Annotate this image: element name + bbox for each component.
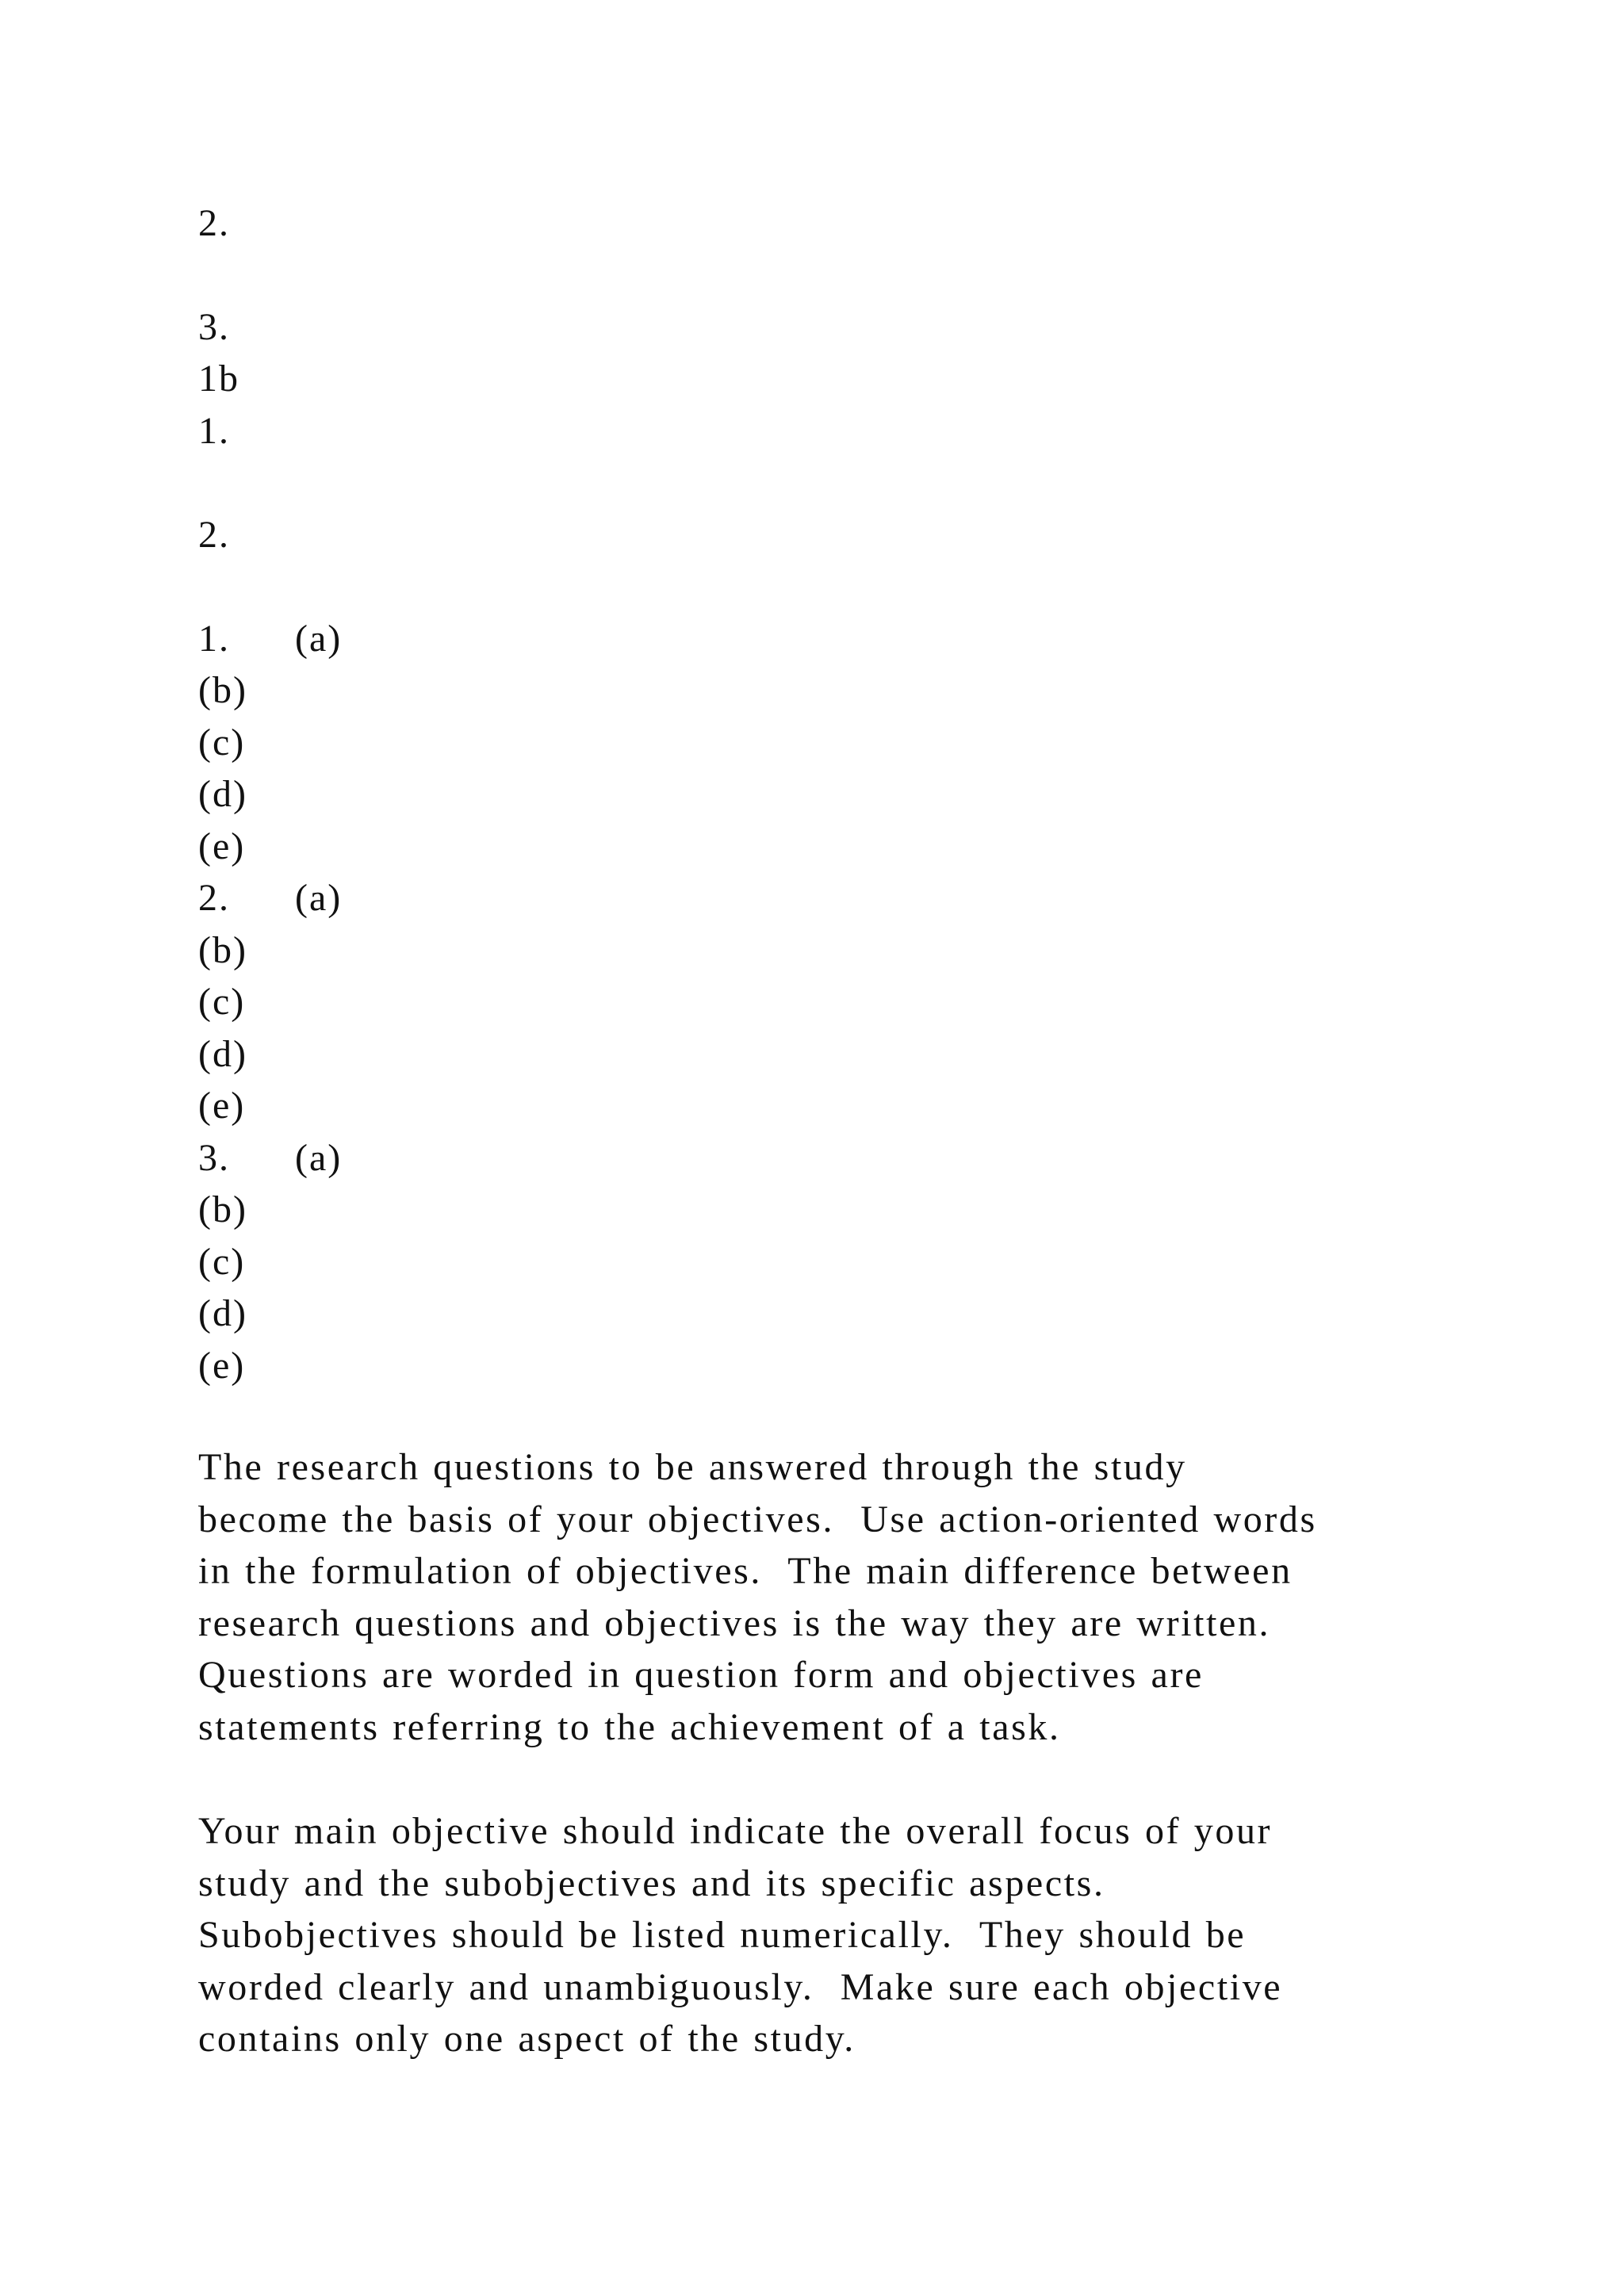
list-item: (b) (198, 669, 247, 711)
list-item: (b) (198, 929, 247, 971)
list-item: 2. (198, 202, 230, 244)
list-item: 1b (198, 358, 239, 400)
list-item: (d) (198, 1033, 247, 1075)
paragraph-line: The research questions to be answered through the study (198, 1446, 1187, 1488)
list-item: (b) (198, 1188, 247, 1230)
paragraph-line: in the formulation of objectives. The main difference between (198, 1550, 1293, 1592)
list-item: (e) (198, 825, 246, 867)
paragraph-research-questions (198, 1441, 1467, 1753)
list-item: (d) (198, 773, 247, 815)
list-item-number: 1. (198, 618, 230, 660)
list-item: (c) (198, 1241, 246, 1283)
paragraph-line: research questions and objectives is the way they are written. (198, 1601, 1271, 1644)
paragraph-line: become the basis of your objectives. Use action-oriented words (198, 1498, 1317, 1540)
paragraph-main-objective (198, 1805, 1467, 2065)
paragraph-line: Questions are worded in question form and objectives are (198, 1654, 1204, 1696)
paragraph-line: study and the subobjectives and its specific aspects. (198, 1862, 1105, 1904)
paragraph-line: contains only one aspect of the study. (198, 2018, 856, 2060)
list-item-number: 2. (198, 877, 230, 919)
list-item: (d) (198, 1292, 247, 1334)
paragraph-line: worded clearly and unambiguously. Make sure each objective (198, 1965, 1283, 2008)
list-item-sub: (a) (295, 1137, 343, 1179)
paragraph-line: Subobjectives should be listed numerically. They should be (198, 1914, 1247, 1956)
list-item: 1. (198, 410, 230, 452)
list-item: 2. (198, 514, 230, 556)
list-item: (c) (198, 721, 246, 763)
paragraph-line: statements referring to the achievement of a task. (198, 1705, 1061, 1748)
list-item: (c) (198, 981, 246, 1023)
list-item: (e) (198, 1085, 246, 1127)
paragraph-line: Your main objective should indicate the overall focus of your (198, 1810, 1273, 1852)
list-item-sub: (a) (295, 618, 343, 660)
list-item: 3. (198, 306, 230, 348)
list-item: (e) (198, 1345, 246, 1387)
list-item-sub: (a) (295, 877, 343, 919)
list-item-number: 3. (198, 1137, 230, 1179)
